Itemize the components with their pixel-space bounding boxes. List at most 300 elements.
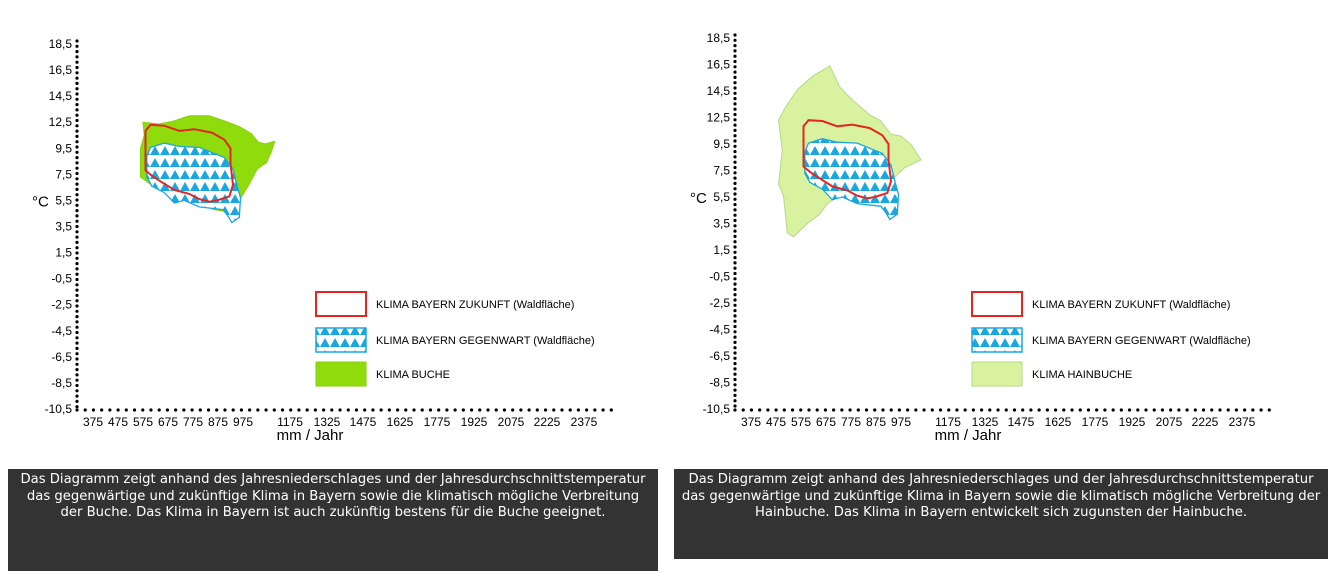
chart-panel-buche <box>0 0 660 573</box>
axis-dot <box>733 235 736 238</box>
axis-dot <box>733 155 736 158</box>
x-tick-label: 675 <box>157 415 179 429</box>
axis-dot <box>511 408 514 411</box>
axis-dot <box>75 283 78 286</box>
axis-dot <box>733 304 736 307</box>
axis-dot <box>733 288 736 291</box>
axis-dot <box>75 408 78 411</box>
axis-dot <box>75 161 78 164</box>
legend-label: KLIMA BAYERN ZUKUNFT (Waldfläche) <box>1032 299 1231 311</box>
axis-dot <box>1210 408 1213 411</box>
axis-dot <box>166 408 169 411</box>
x-tick-label: 2225 <box>533 415 561 429</box>
legend-swatch-gegenwart <box>972 328 1022 352</box>
axis-dot <box>478 408 481 411</box>
x-tick-label: 1325 <box>971 415 999 429</box>
y-tick-label: 3,5 <box>55 219 72 234</box>
x-tick-label: 1325 <box>313 415 341 429</box>
axis-dot <box>125 408 128 411</box>
axis-dot <box>289 408 292 411</box>
axis-dot <box>75 278 78 281</box>
axis-dot <box>75 357 78 360</box>
axis-dot <box>75 87 78 90</box>
axis-dot <box>733 261 736 264</box>
axis-dot <box>733 150 736 153</box>
axis-dot <box>807 408 810 411</box>
axis-dot <box>1194 408 1197 411</box>
y-tick-label: 14,5 <box>48 89 72 104</box>
axis-dot <box>733 187 736 190</box>
axis-dot <box>577 408 580 411</box>
y-tick-label: 1,5 <box>55 245 72 260</box>
axis-dot <box>404 408 407 411</box>
axis-dot <box>733 378 736 381</box>
axis-dot <box>1186 408 1189 411</box>
axis-dot <box>610 408 613 411</box>
axis-dot <box>141 408 144 411</box>
axis-dot <box>733 166 736 169</box>
axis-dot <box>1054 408 1057 411</box>
axis-dot <box>733 97 736 100</box>
axis-dot <box>363 408 366 411</box>
axis-dot <box>528 408 531 411</box>
y-tick-label: -4,5 <box>51 323 72 338</box>
axis-dot <box>733 341 736 344</box>
axis-dot <box>75 61 78 64</box>
x-tick-label: 2075 <box>1155 415 1183 429</box>
axis-dot <box>75 39 78 42</box>
legend-swatch-species <box>972 362 1022 386</box>
axis-dot <box>733 182 736 185</box>
axis-dot <box>75 151 78 154</box>
axis-dot <box>552 408 555 411</box>
axis-dot <box>758 408 761 411</box>
axis-dot <box>75 379 78 382</box>
axis-dot <box>75 320 78 323</box>
y-tick-label: 7,5 <box>55 167 72 182</box>
axis-dot <box>1243 408 1246 411</box>
x-tick-label: 2225 <box>1191 415 1219 429</box>
chart-caption-buche: Das Diagramm zeigt anhand des Jahresniederschlages und der Jahresdurchschnittstemperatur das gegenwärtige und zukünftige Klima in Bayern sowie die klimatisch mögliche Verbreitung der Buche. Das Klima in Bayern ist auch zukünftig bestens für die Buche geeignet. <box>8 469 658 571</box>
axis-dot <box>75 342 78 345</box>
axis-dot <box>281 408 284 411</box>
x-tick-label: 875 <box>865 415 887 429</box>
axis-dot <box>117 408 120 411</box>
axis-dot <box>733 161 736 164</box>
axis-dot <box>733 373 736 376</box>
axis-dot <box>75 50 78 53</box>
y-tick-label: -4,5 <box>709 322 730 337</box>
axis-dot <box>75 204 78 207</box>
axis-dot <box>1070 408 1073 411</box>
axis-dot <box>75 267 78 270</box>
axis-dot <box>347 408 350 411</box>
axis-dot <box>75 114 78 117</box>
x-tick-label: 575 <box>132 415 154 429</box>
axis-dot <box>75 108 78 111</box>
x-tick-label: 1775 <box>423 415 451 429</box>
axis-dot <box>75 177 78 180</box>
axis-dot <box>1136 408 1139 411</box>
axis-dot <box>75 373 78 376</box>
axis-dot <box>1013 408 1016 411</box>
axis-dot <box>733 60 736 63</box>
axis-dot <box>733 357 736 360</box>
y-tick-label: 16,5 <box>48 63 72 78</box>
x-tick-label: 1175 <box>277 415 303 429</box>
y-axis-label: °C <box>690 190 707 207</box>
y-axis-label: °C <box>32 193 49 211</box>
axis-dot <box>149 408 152 411</box>
axis-dot <box>207 408 210 411</box>
axis-dot <box>733 198 736 201</box>
y-tick-label: 1,5 <box>713 243 730 257</box>
y-tick-label: 16,5 <box>706 57 730 72</box>
axis-dot <box>733 224 736 227</box>
axis-dot <box>733 86 736 89</box>
axis-dot <box>1087 408 1090 411</box>
axis-dot <box>1005 408 1008 411</box>
axis-dot <box>593 408 596 411</box>
chart-panel-hainbuche <box>660 0 1334 573</box>
legend-swatch-gegenwart <box>316 328 366 352</box>
legend-swatch-species <box>316 362 366 386</box>
axis-dot <box>1169 408 1172 411</box>
y-tick-label: -10,5 <box>44 402 72 416</box>
axis-dot <box>75 220 78 223</box>
axis-dot <box>1202 408 1205 411</box>
axis-dot <box>733 336 736 339</box>
axis-dot <box>75 214 78 217</box>
y-tick-label: -10,5 <box>702 402 730 416</box>
axis-dot <box>412 408 415 411</box>
axis-dot <box>322 408 325 411</box>
axis-dot <box>75 198 78 201</box>
axis-dot <box>733 399 736 402</box>
axis-dot <box>314 408 317 411</box>
axis-dot <box>1259 408 1262 411</box>
axis-dot <box>733 346 736 349</box>
axis-dot <box>733 320 736 323</box>
axis-dot <box>964 408 967 411</box>
axis-dot <box>75 55 78 58</box>
axis-dot <box>75 405 78 408</box>
axis-dot <box>733 108 736 111</box>
axis-dot <box>857 408 860 411</box>
axis-dot <box>980 408 983 411</box>
y-tick-label: 18,5 <box>48 37 72 51</box>
axis-dot <box>75 66 78 69</box>
y-tick-label: 18,5 <box>706 31 730 45</box>
axis-dot <box>75 384 78 387</box>
x-tick-label: 2375 <box>570 415 598 429</box>
y-tick-label: 5,5 <box>55 193 72 208</box>
axis-dot <box>544 408 547 411</box>
axis-dot <box>100 408 103 411</box>
axis-dot <box>865 408 868 411</box>
axis-dot <box>75 347 78 350</box>
axis-dot <box>297 408 300 411</box>
axis-dot <box>75 188 78 191</box>
axis-dot <box>1218 408 1221 411</box>
axis-dot <box>1153 408 1156 411</box>
y-tick-label: 12,5 <box>706 110 730 125</box>
axis-dot <box>1227 408 1230 411</box>
axis-dot <box>733 33 736 36</box>
axis-dot <box>519 408 522 411</box>
axis-dot <box>733 71 736 74</box>
y-tick-label: -8,5 <box>51 375 72 390</box>
axis-dot <box>733 293 736 296</box>
axis-dot <box>1177 408 1180 411</box>
x-tick-label: 475 <box>765 415 787 429</box>
axis-dot <box>733 203 736 206</box>
axis-dot <box>75 230 78 233</box>
axis-dot <box>264 408 267 411</box>
axis-dot <box>733 192 736 195</box>
axis-dot <box>733 113 736 116</box>
axis-dot <box>733 389 736 392</box>
axis-dot <box>733 408 736 411</box>
axis-dot <box>733 214 736 217</box>
axis-dot <box>190 408 193 411</box>
axis-dot <box>75 172 78 175</box>
axis-dot <box>454 408 457 411</box>
axis-dot <box>75 82 78 85</box>
axis-dot <box>733 325 736 328</box>
axis-dot <box>75 135 78 138</box>
axis-dot <box>445 408 448 411</box>
axis-dot <box>898 408 901 411</box>
axis-dot <box>742 408 745 411</box>
y-tick-label: 9,5 <box>55 141 72 156</box>
axis-dot <box>766 408 769 411</box>
axis-dot <box>182 408 185 411</box>
axis-dot <box>733 65 736 68</box>
x-tick-label: 2075 <box>497 415 525 429</box>
axis-dot <box>733 383 736 386</box>
axis-dot <box>75 71 78 74</box>
axis-dot <box>1062 408 1065 411</box>
axis-dot <box>158 408 161 411</box>
x-tick-label: 1175 <box>935 415 961 429</box>
axis-dot <box>1079 408 1082 411</box>
axis-dot <box>733 245 736 248</box>
axis-dot <box>783 408 786 411</box>
axis-dot <box>371 408 374 411</box>
axis-dot <box>601 408 604 411</box>
axis-dot <box>75 310 78 313</box>
axis-dot <box>462 408 465 411</box>
axis-dot <box>75 299 78 302</box>
legend-label: KLIMA HAINBUCHE <box>1032 369 1133 381</box>
axis-dot <box>421 408 424 411</box>
x-tick-label: 975 <box>232 415 254 429</box>
legend-label: KLIMA BUCHE <box>376 369 450 381</box>
axis-dot <box>922 408 925 411</box>
axis-dot <box>75 241 78 244</box>
axis-dot <box>733 404 736 407</box>
legend-label: KLIMA BAYERN ZUKUNFT (Waldfläche) <box>376 299 575 311</box>
axis-dot <box>1038 408 1041 411</box>
axis-dot <box>75 352 78 355</box>
axis-dot <box>75 45 78 48</box>
axis-dot <box>733 44 736 47</box>
axis-dot <box>380 408 383 411</box>
axis-dot <box>733 129 736 132</box>
axis-dot <box>733 394 736 397</box>
axis-dot <box>733 76 736 79</box>
x-tick-label: 1775 <box>1081 415 1109 429</box>
axis-dot <box>733 251 736 254</box>
axis-dot <box>396 408 399 411</box>
axis-dot <box>75 246 78 249</box>
axis-dot <box>733 272 736 275</box>
axis-dot <box>248 408 251 411</box>
axis-dot <box>75 251 78 254</box>
axis-dot <box>1268 408 1271 411</box>
axis-dot <box>775 408 778 411</box>
axis-dot <box>75 225 78 228</box>
axis-dot <box>750 408 753 411</box>
axis-dot <box>1128 408 1131 411</box>
axis-dot <box>338 408 341 411</box>
y-tick-label: -6,5 <box>709 349 730 363</box>
x-tick-label: 975 <box>890 415 912 429</box>
axis-dot <box>75 92 78 95</box>
axis-dot <box>733 102 736 105</box>
axis-dot <box>306 408 309 411</box>
axis-dot <box>75 98 78 101</box>
axis-dot <box>215 408 218 411</box>
chart-svg-buche <box>0 0 660 460</box>
axis-dot <box>92 408 95 411</box>
axis-dot <box>733 351 736 354</box>
axis-dot <box>355 408 358 411</box>
x-tick-label: 1625 <box>1044 415 1072 429</box>
axis-dot <box>799 408 802 411</box>
axis-dot <box>388 408 391 411</box>
x-tick-label: 875 <box>207 415 229 429</box>
axis-dot <box>840 408 843 411</box>
legend-swatch-zukunft <box>316 292 366 316</box>
axis-dot <box>733 298 736 301</box>
axis-dot <box>75 236 78 239</box>
axis-dot <box>848 408 851 411</box>
axis-dot <box>75 156 78 159</box>
axis-dot <box>733 139 736 142</box>
axis-dot <box>972 408 975 411</box>
axis-dot <box>733 330 736 333</box>
y-tick-label: 9,5 <box>713 137 730 151</box>
axis-dot <box>75 304 78 307</box>
axis-dot <box>832 408 835 411</box>
y-tick-label: 7,5 <box>713 163 730 178</box>
axis-dot <box>75 368 78 371</box>
x-tick-label: 775 <box>840 415 862 429</box>
axis-dot <box>1161 408 1164 411</box>
y-tick-label: 12,5 <box>48 115 72 130</box>
axis-dot <box>733 283 736 286</box>
axis-dot <box>733 124 736 127</box>
x-tick-label: 775 <box>182 415 204 429</box>
axis-dot <box>223 408 226 411</box>
axis-dot <box>75 389 78 392</box>
axis-dot <box>75 363 78 366</box>
axis-dot <box>75 77 78 80</box>
axis-dot <box>988 408 991 411</box>
axis-dot <box>108 408 111 411</box>
axis-dot <box>1144 408 1147 411</box>
axis-dot <box>733 256 736 259</box>
axis-dot <box>75 336 78 339</box>
y-tick-label: -0,5 <box>709 269 730 284</box>
axis-dot <box>733 367 736 370</box>
y-tick-label: 14,5 <box>706 84 730 98</box>
axis-dot <box>240 408 243 411</box>
axis-dot <box>199 408 202 411</box>
axis-dot <box>931 408 934 411</box>
axis-dot <box>75 145 78 148</box>
axis-dot <box>733 267 736 270</box>
axis-dot <box>733 309 736 312</box>
axis-dot <box>1251 408 1254 411</box>
axis-dot <box>232 408 235 411</box>
x-tick-label: 1475 <box>1007 415 1035 429</box>
axis-dot <box>890 408 893 411</box>
x-tick-label: 375 <box>82 415 104 429</box>
axis-dot <box>569 408 572 411</box>
axis-dot <box>955 408 958 411</box>
axis-dot <box>1235 408 1238 411</box>
axis-dot <box>733 208 736 211</box>
axis-dot <box>733 219 736 222</box>
axis-dot <box>84 408 87 411</box>
axis-dot <box>256 408 259 411</box>
axis-dot <box>996 408 999 411</box>
axis-dot <box>503 408 506 411</box>
axis-dot <box>914 408 917 411</box>
axis-dot <box>873 408 876 411</box>
axis-dot <box>75 294 78 297</box>
axis-dot <box>733 92 736 95</box>
axis-dot <box>733 39 736 42</box>
axis-dot <box>75 103 78 106</box>
axis-dot <box>75 183 78 186</box>
axis-dot <box>75 262 78 265</box>
x-tick-label: 675 <box>815 415 837 429</box>
axis-dot <box>791 408 794 411</box>
axis-dot <box>437 408 440 411</box>
x-tick-label: 375 <box>740 415 762 429</box>
axis-dot <box>1103 408 1106 411</box>
axis-dot <box>816 408 819 411</box>
axis-dot <box>75 326 78 329</box>
axis-dot <box>75 395 78 398</box>
y-tick-label: -2,5 <box>51 297 72 312</box>
x-tick-label: 475 <box>107 415 129 429</box>
axis-dot <box>273 408 276 411</box>
axis-dot <box>733 314 736 317</box>
axis-dot <box>75 289 78 292</box>
axis-dot <box>133 408 136 411</box>
axis-dot <box>906 408 909 411</box>
axis-dot <box>1120 408 1123 411</box>
axis-dot <box>733 177 736 180</box>
y-tick-label: -8,5 <box>709 375 730 390</box>
axis-dot <box>75 140 78 143</box>
axis-dot <box>330 408 333 411</box>
